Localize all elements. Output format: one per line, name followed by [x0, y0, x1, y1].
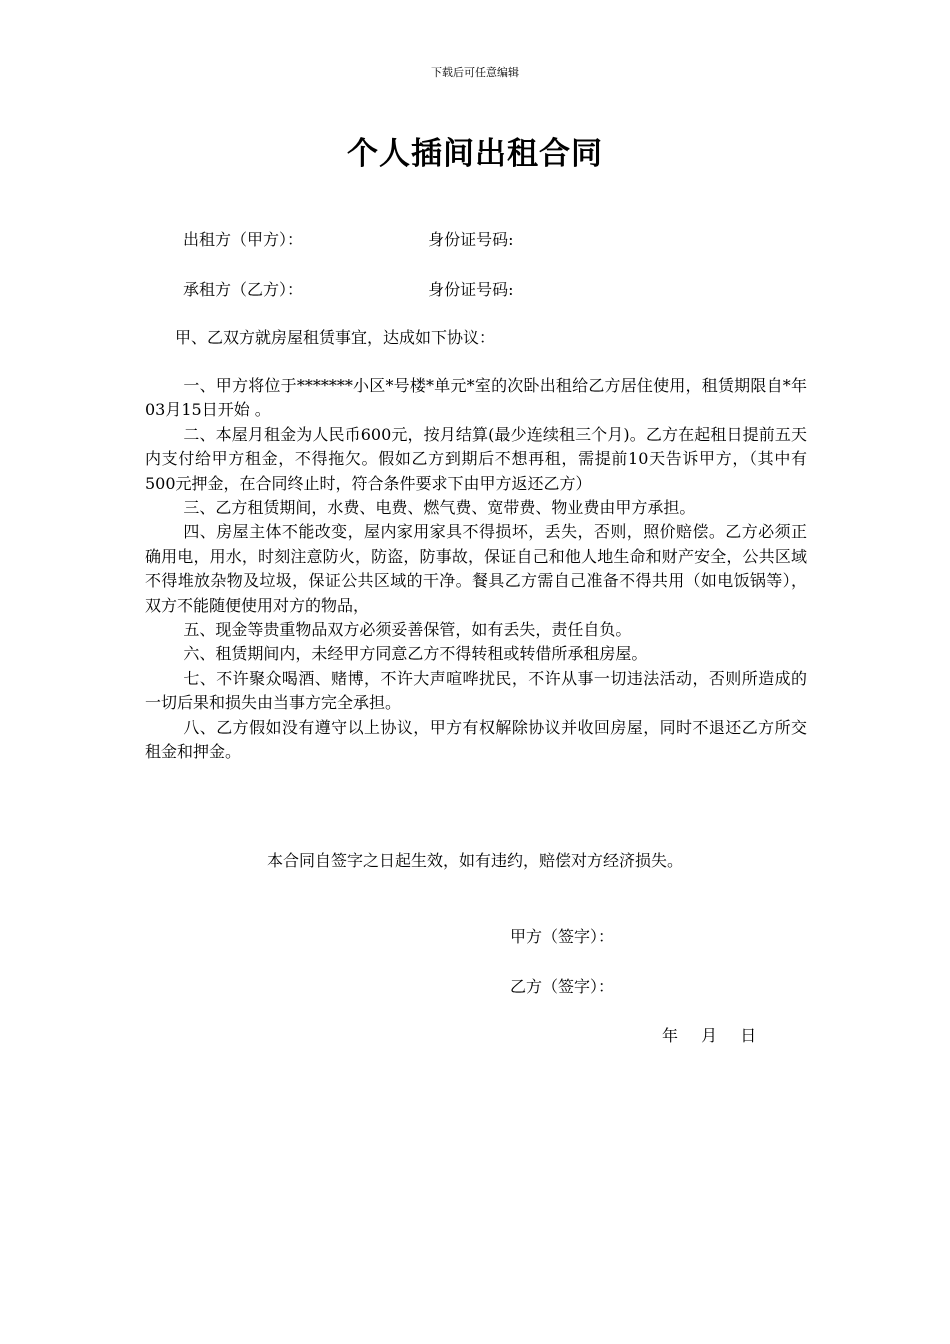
effective-statement: 本合同自签字之日起生效，如有违约，赔偿对方经济损失。 [266, 851, 683, 870]
signature-party-b: 乙方（签字）： [510, 977, 615, 996]
clause-8: 八、乙方假如没有遵守以上协议，甲方有权解除协议并收回房屋，同时不退还乙方所交租金和押金。 [145, 717, 807, 762]
date-year: 年 [662, 1026, 679, 1045]
signature-party-a: 甲方（签字）： [510, 927, 615, 946]
lessor-label: 出租方（甲方）： [183, 230, 304, 249]
agreement-intro: 甲、乙双方就房屋租赁事宜，达成如下协议： [175, 328, 496, 347]
clause-7: 七、不许聚众喝酒、赌博，不许大声喧哗扰民，不许从事一切违法活动，否则所造成的一切后果和损失由当事方完全承担。 [145, 668, 807, 713]
date-day: 日 [740, 1026, 757, 1045]
clause-1: 一、甲方将位于*******小区*号楼*单元*室的次卧出租给乙方居住使用，租赁期限自*年03月15日开始 。 [145, 376, 807, 420]
lessor-row [183, 227, 514, 250]
document-title: 个人插间出租合同 [347, 136, 603, 172]
clause-4: 四、房屋主体不能改变，屋内家用家具不得损坏，丢失，否则，照价赔偿。乙方必须正确用电，用水，时刻注意防火，防盗，防事故，保证自己和他人地生命和财产安全，公共区域不得堆放杂物及垃圾，保证公共区域的干净。餐具乙方需自己准备不得共用（如电饭锅等），双方不能随便使用对方的物品， [145, 522, 807, 615]
lessee-row [183, 277, 514, 300]
lessee-label: 承租方（乙方）： [183, 280, 304, 299]
signature-date [662, 1023, 774, 1046]
clause-list [145, 374, 807, 765]
date-month: 月 [701, 1026, 718, 1045]
clause-3: 三、乙方租赁期间，水费、电费、燃气费、宽带费、物业费由甲方承担。 [183, 498, 696, 518]
lessor-id-label: 身份证号码: [428, 230, 514, 249]
lessee-id-label: 身份证号码: [428, 280, 514, 299]
clause-2: 二、本屋月租金为人民币600元，按月结算(最少连续租三个月)。乙方在起租日提前五天内支付给甲方租金，不得拖欠。假如乙方到期后不想再租，需提前10天告诉甲方，（其中有500元押金，在合同终止时，符合条件要求下由甲方返还乙方） [145, 424, 807, 493]
clause-6: 六、租赁期间内，未经甲方同意乙方不得转租或转借所承租房屋。 [183, 644, 648, 664]
clause-5: 五、现金等贵重物品双方必须妥善保管，如有丢失，责任自负。 [183, 620, 632, 640]
header-note: 下载后可任意编辑 [431, 66, 519, 79]
